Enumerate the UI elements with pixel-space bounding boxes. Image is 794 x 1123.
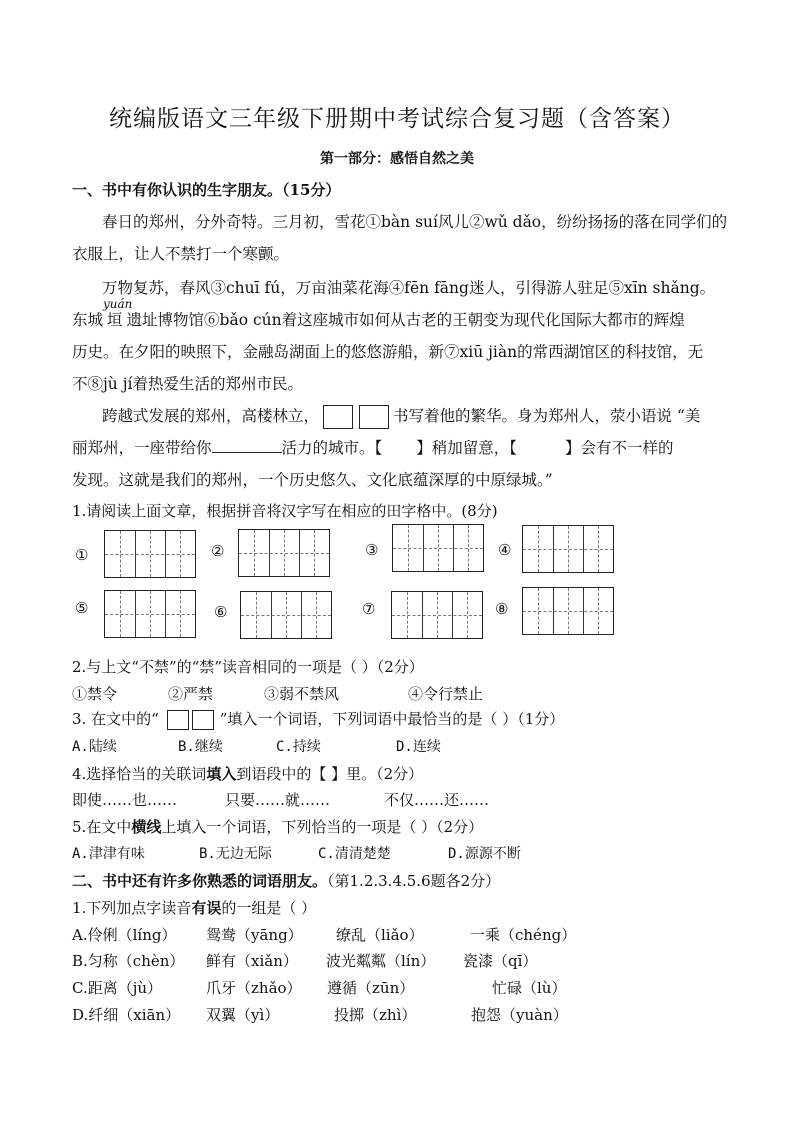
writing-grid-8[interactable] bbox=[522, 587, 614, 635]
s2q1-option-b-4: 瓷漆（qī） bbox=[463, 952, 538, 970]
q2-option-1[interactable]: ①禁令 bbox=[72, 685, 118, 703]
q5-stem-post: 上填入一个词语，下列恰当的一项是（ ）（2分） bbox=[161, 818, 484, 836]
q3-box-1[interactable] bbox=[167, 710, 189, 730]
q4-stem-pre: 4.选择恰当的关联词 bbox=[72, 765, 207, 783]
s2q1-option-a-4: 一乘（chéng） bbox=[470, 926, 577, 944]
s2q1-option-c-3: 遵循（zūn） bbox=[327, 979, 415, 997]
para2-line4: 不⑧jù jí着热爱生活的郑州市民。 bbox=[72, 375, 303, 393]
s2q1-option-d-1[interactable]: D.纤细（xiān） bbox=[72, 1006, 181, 1024]
writing-grid-6[interactable] bbox=[240, 591, 332, 639]
writing-grid-1[interactable] bbox=[104, 530, 196, 578]
s2q1-option-a-2: 鸳鸯（yāng） bbox=[206, 926, 303, 944]
grid-label-7: ⑦ bbox=[362, 600, 376, 618]
section-2-heading-bold: 二、书中还有许多你熟悉的词语朋友。 bbox=[72, 872, 328, 890]
q5-option-b[interactable]: B.无边无际 bbox=[199, 846, 272, 862]
para3-line2-pre: 丽郑州，一座带给你 bbox=[72, 439, 212, 457]
q2-option-3[interactable]: ③弱不禁风 bbox=[264, 685, 340, 703]
q3-stem-pre: 3. 在文中的“ bbox=[72, 710, 159, 728]
question-3 bbox=[72, 708, 564, 730]
q3-stem-post: ”填入一个词语，下列词语中最恰当的是（ ）（1分） bbox=[219, 710, 565, 728]
q3-option-d[interactable]: D.连续 bbox=[396, 739, 441, 755]
grid-label-4: ④ bbox=[498, 541, 512, 559]
fill-blank-line[interactable] bbox=[212, 438, 282, 453]
q4-stem-bold: 填入 bbox=[206, 765, 237, 783]
para2-line1: 万物复苏，春风③chuī fú，万亩油菜花海④fēn fāng迷人，引得游人驻足⑤xīn shǎng。 bbox=[102, 279, 716, 297]
page-title: 统编版语文三年级下册期中考试综合复习题（含答案） bbox=[109, 106, 685, 132]
section-1-heading: 一、书中有你认识的生字朋友。（15分） bbox=[72, 181, 341, 199]
section-2-heading-rest: （第1.2.3.4.5.6题各2分） bbox=[327, 872, 501, 890]
s2q1-stem-post: 的一组是（ ） bbox=[221, 899, 317, 917]
para3-line3: 发现。这就是我们的郑州，一个历史悠久、文化底蕴深厚的中原绿城。” bbox=[72, 471, 553, 489]
para2-line2-post: 遗址博物馆⑥bǎo cún着这座城市如何从古老的王朝变为现代化国际大都市的辉煌 bbox=[126, 311, 685, 329]
blank-box-2[interactable] bbox=[359, 405, 389, 429]
part-title: 第一部分：感悟自然之美 bbox=[320, 151, 474, 167]
q3-option-a[interactable]: A.陆续 bbox=[72, 739, 117, 755]
q2-option-2[interactable]: ②严禁 bbox=[168, 685, 214, 703]
writing-grid-5[interactable] bbox=[104, 590, 196, 638]
para3-line1 bbox=[102, 404, 700, 429]
q5-stem-pre: 5.在文中 bbox=[72, 818, 132, 836]
para2-line2-pre: 东城 bbox=[72, 311, 104, 329]
q4-option-1[interactable]: 即使……也…… bbox=[72, 791, 178, 809]
q4-stem-post: 到语段中的【 】里。（2分） bbox=[236, 765, 424, 783]
q5-option-d[interactable]: D.源源不断 bbox=[448, 846, 521, 862]
q3-option-c[interactable]: C.持续 bbox=[276, 739, 321, 755]
grid-label-8: ⑧ bbox=[495, 600, 509, 618]
writing-grid-3[interactable] bbox=[392, 524, 484, 572]
question-1: 1.请阅读上面文章，根据拼音将汉字写在相应的田字格中。(8分) bbox=[72, 502, 498, 520]
s2q1-option-a-1[interactable]: A.伶俐（líng） bbox=[72, 926, 177, 944]
para1-line1: 春日的郑州，分外奇特。三月初，雪花①bàn suí风儿②wǔ dǎo，纷纷扬扬的落在同学们的 bbox=[102, 213, 728, 231]
section-2-heading bbox=[72, 870, 500, 891]
para3-line1-pre: 跨越式发展的郑州，高楼林立， bbox=[102, 407, 320, 425]
para3-line2 bbox=[72, 436, 674, 458]
s2q1-option-c-1[interactable]: C.距离（jù） bbox=[72, 979, 163, 997]
s2q1-option-b-3: 波光粼粼（lín） bbox=[326, 952, 436, 970]
s2q1-option-b-2: 鲜有（xiǎn） bbox=[206, 952, 298, 970]
q4-option-2[interactable]: 只要……就…… bbox=[225, 791, 331, 809]
s2q1-option-c-4: 忙碌（lù） bbox=[492, 979, 567, 997]
q2-option-4[interactable]: ④令行禁止 bbox=[408, 685, 484, 703]
section-2-question-1 bbox=[72, 897, 316, 918]
s2q1-option-d-3: 投掷（zhì） bbox=[334, 1006, 417, 1024]
q5-option-c[interactable]: C.清清楚楚 bbox=[318, 846, 391, 862]
grid-label-3: ③ bbox=[365, 541, 379, 559]
para3-line2-mid2: 】稍加留意，【 bbox=[416, 439, 518, 457]
question-2: 2.与上文“不禁”的“禁”读音相同的一项是（ ）（2分） bbox=[72, 658, 424, 676]
grid-label-1: ① bbox=[75, 546, 89, 564]
question-4 bbox=[72, 763, 423, 784]
s2q1-option-d-4: 抱怨（yuàn） bbox=[471, 1006, 568, 1024]
s2q1-option-c-2: 爪牙（zhǎo） bbox=[206, 979, 302, 997]
writing-grid-7[interactable] bbox=[391, 591, 483, 639]
q5-stem-bold: 横线 bbox=[131, 818, 162, 836]
q3-box-2[interactable] bbox=[192, 710, 214, 730]
annotated-char: 垣 bbox=[107, 311, 123, 329]
s2q1-option-b-1[interactable]: B.匀称（chèn） bbox=[72, 952, 185, 970]
grid-label-2: ② bbox=[211, 542, 225, 560]
q4-option-3[interactable]: 不仅……还…… bbox=[384, 791, 490, 809]
para3-line2-post: 】会有不一样的 bbox=[565, 439, 674, 457]
question-5 bbox=[72, 816, 483, 837]
para3-line2-mid: 活力的城市。【 bbox=[281, 439, 383, 457]
q3-option-b[interactable]: B.继续 bbox=[178, 739, 223, 755]
s2q1-stem-pre: 1.下列加点字读音 bbox=[72, 899, 192, 917]
writing-grid-2[interactable] bbox=[238, 529, 330, 577]
grid-label-5: ⑤ bbox=[75, 599, 89, 617]
para3-line1-post: 书写着他的繁华。身为郑州人，荥小语说 “美 bbox=[393, 407, 701, 425]
s2q1-option-d-2: 双翼（yì） bbox=[206, 1006, 280, 1024]
q5-option-a[interactable]: A.津津有味 bbox=[72, 846, 145, 862]
s2q1-stem-bold: 有误 bbox=[191, 899, 222, 917]
grid-label-6: ⑥ bbox=[214, 603, 228, 621]
pinyin-annotation: yuán bbox=[103, 297, 133, 311]
writing-grid-4[interactable] bbox=[522, 525, 614, 573]
para1-line2: 衣服上，让人不禁打一个寒颤。 bbox=[72, 245, 290, 263]
s2q1-option-a-3: 缭乱（liǎo） bbox=[336, 926, 424, 944]
blank-box-1[interactable] bbox=[323, 405, 353, 429]
para2-line3: 历史。在夕阳的映照下，金融岛湖面上的悠悠游船，新⑦xiū jiàn的常西湖馆区的科技馆，无 bbox=[72, 343, 704, 361]
para2-line2 bbox=[72, 308, 685, 330]
